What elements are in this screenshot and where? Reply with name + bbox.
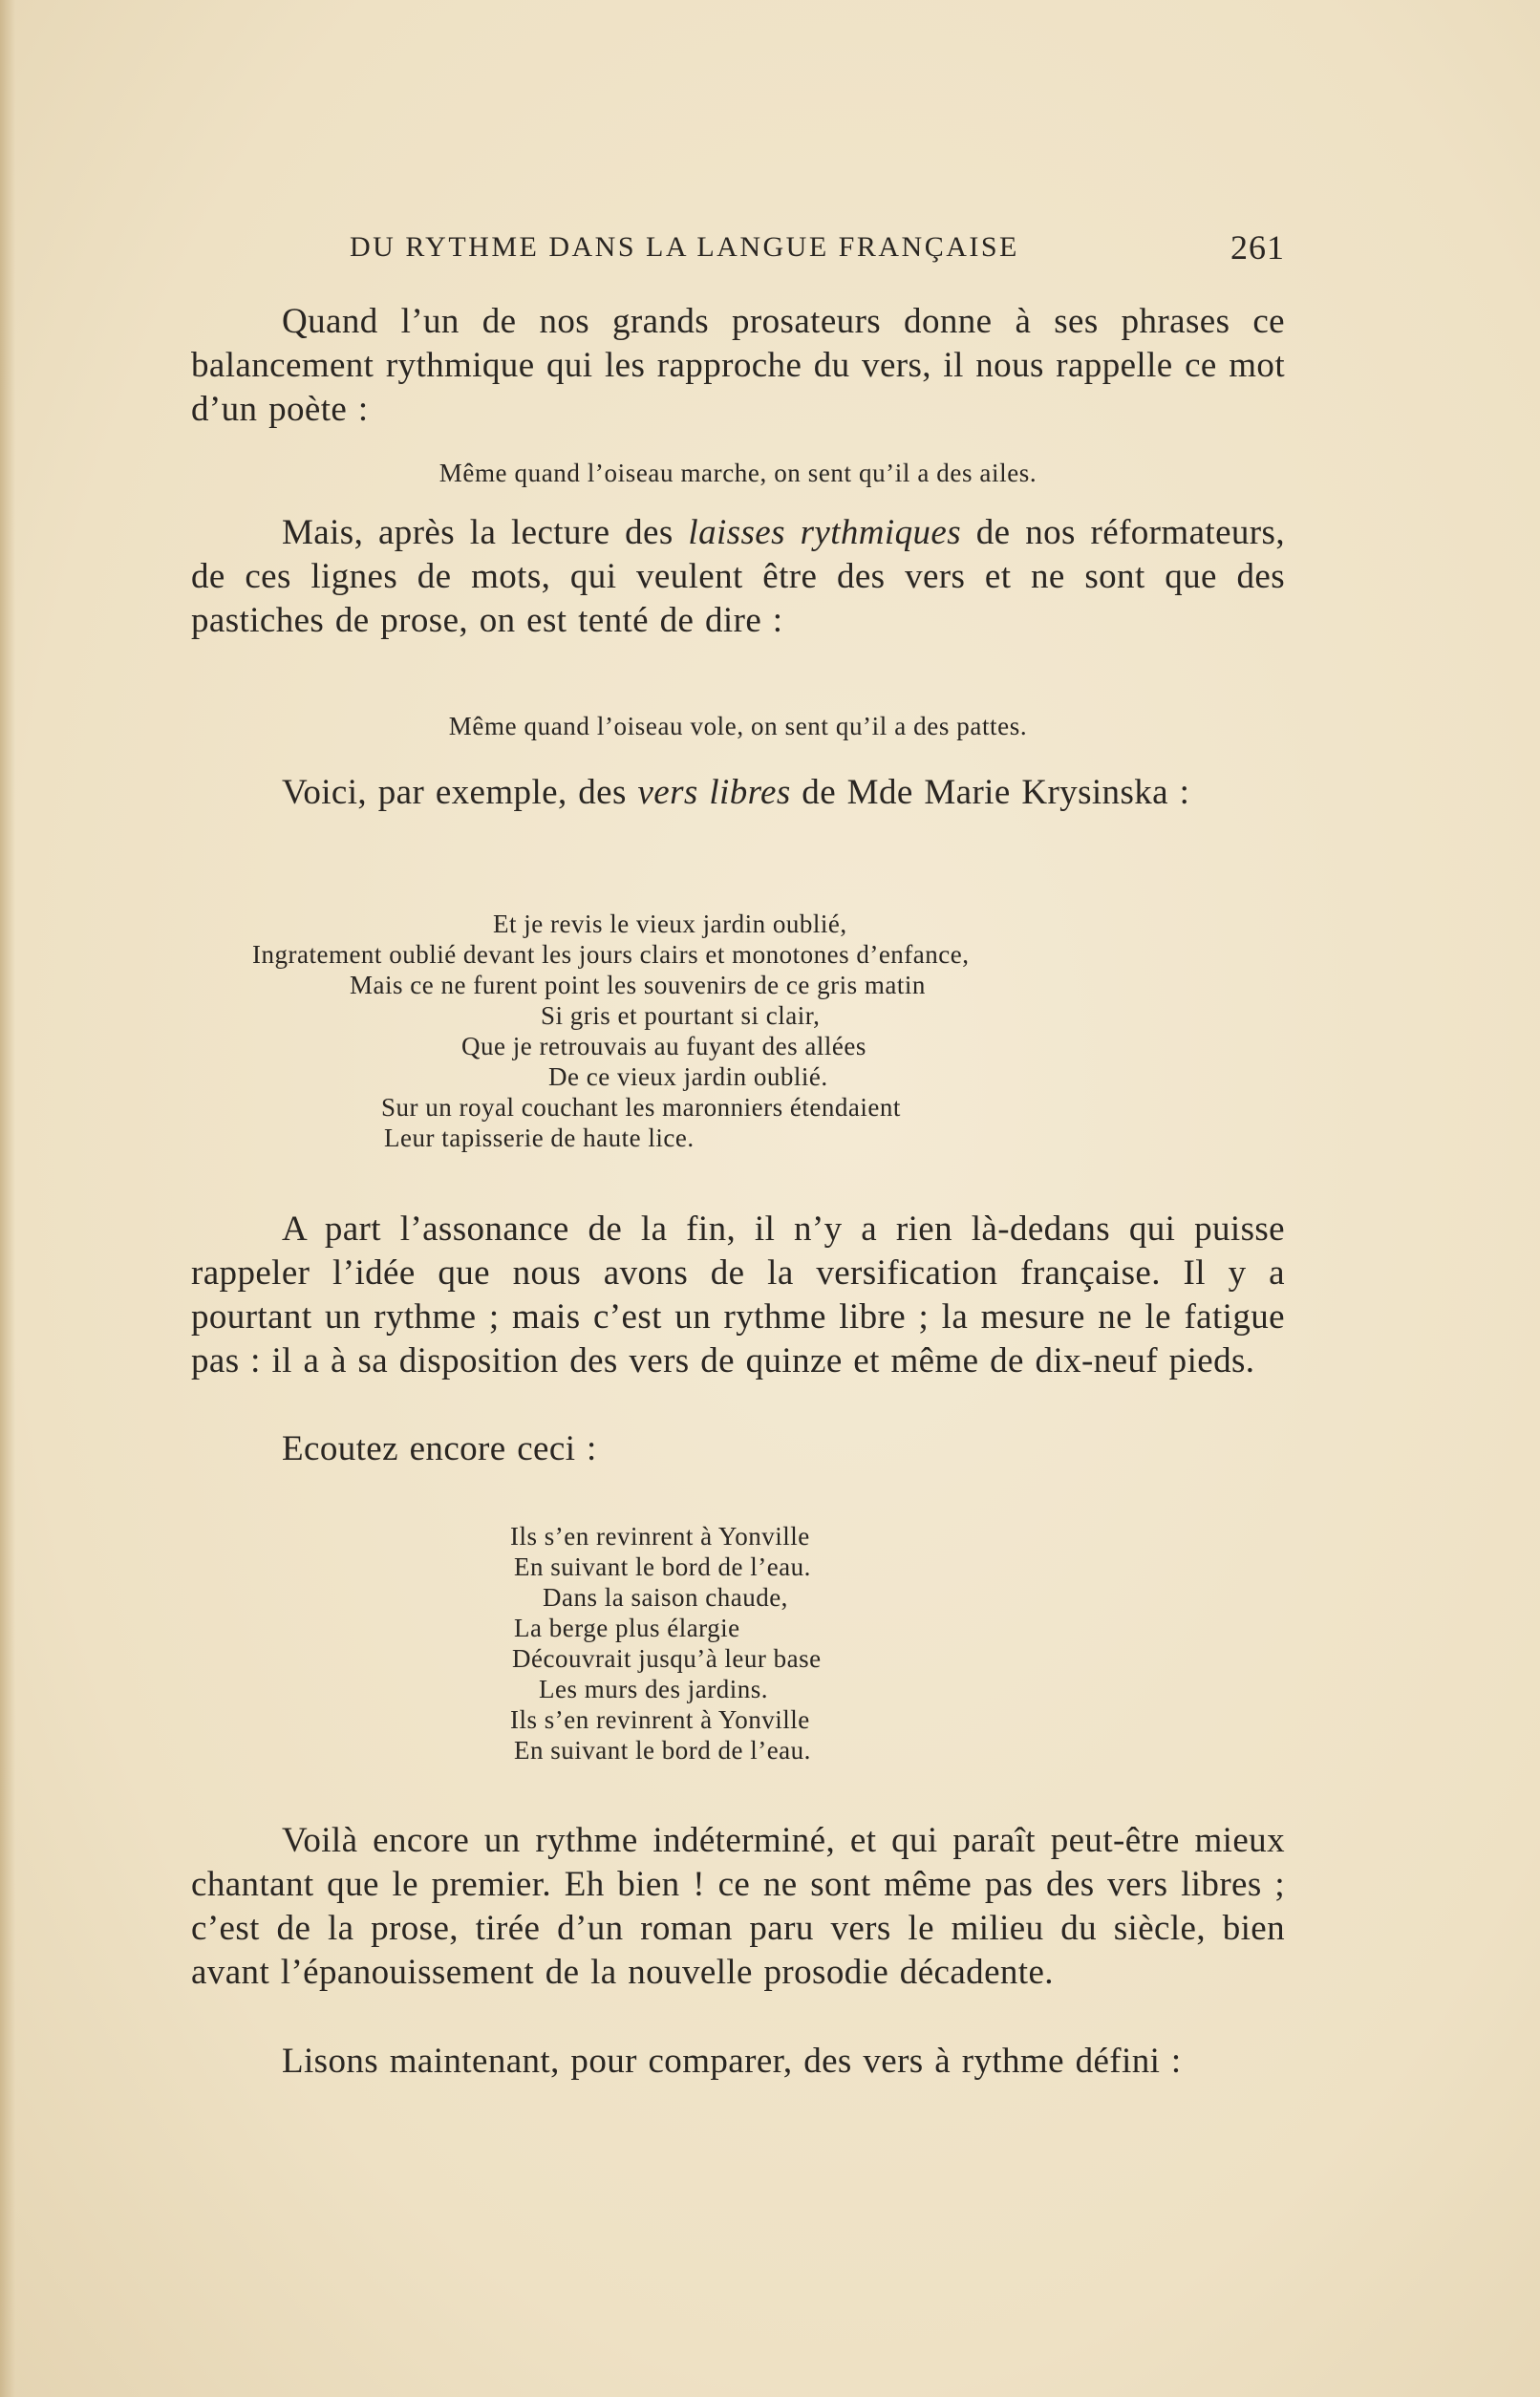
poem-line: Que je retrouvais au fuyant des allées	[461, 1032, 866, 1060]
poem-line: Si gris et pourtant si clair,	[541, 1001, 821, 1030]
quote-bird-walks-text: Même quand l’oiseau marche, on sent qu’il a des ailes.	[438, 459, 1037, 487]
running-head	[191, 220, 1285, 277]
poem-line: Découvrait jusqu’à leur base	[512, 1644, 822, 1673]
quote-bird-walks	[191, 457, 1285, 489]
poem-line: Mais ce ne furent point les souvenirs de ce gris matin	[350, 971, 926, 999]
paragraph-5	[191, 1427, 1285, 1471]
poem-line: Leur tapisserie de haute lice.	[384, 1124, 695, 1152]
poem-line: Les murs des jardins.	[539, 1675, 768, 1703]
paragraph-6-text: Voilà encore un rythme indéterminé, et qui paraît peut-être mieux chantant que le premier. Eh bien ! ce ne sont même pas des vers libres ; c’est de la prose, tirée d’un roman paru vers le milieu du siècle, bien avant l’épanouissement de la nouvelle prosodie décadente.	[191, 1821, 1285, 1992]
paragraph-3-start: Voici, par exemple, des	[282, 773, 638, 812]
paragraph-3-italic: vers libres	[637, 773, 791, 812]
paragraph-4	[191, 1208, 1285, 1383]
paragraph-1	[191, 300, 1285, 432]
paragraph-5-text: Ecoutez encore ceci :	[282, 1429, 597, 1468]
poem-line: Et je revis le vieux jardin oublié,	[493, 910, 847, 938]
poem-line: La berge plus élargie	[514, 1614, 740, 1642]
paragraph-2-text	[191, 511, 1285, 643]
paragraph-2-end: de nos réformateurs, de ces lignes de mots, qui veulent être des vers et ne sont que des pastiches de prose, on est tenté de dire :	[191, 513, 1285, 640]
paragraph-7-text: Lisons maintenant, pour comparer, des vers à rythme défini :	[282, 2042, 1182, 2081]
poem-line: En suivant le bord de l’eau.	[514, 1736, 811, 1765]
poem-line: Ils s’en revinrent à Yonville	[510, 1522, 810, 1551]
paragraph-2-italic: laisses rythmiques	[688, 513, 962, 552]
paragraph-6	[191, 1819, 1285, 1995]
paragraph-3	[191, 771, 1285, 815]
poem-line: De ce vieux jardin oublié.	[548, 1062, 828, 1091]
poem-line: Dans la saison chaude,	[543, 1583, 788, 1612]
paragraph-3-text	[191, 771, 1285, 815]
poem-prose-excerpt	[506, 1521, 984, 1766]
running-head-title: DU RYTHME DANS LA LANGUE FRANÇAISE	[350, 231, 1019, 263]
paragraph-2	[191, 511, 1285, 643]
quote-bird-flies-text: Même quand l’oiseau vole, on sent qu’il a des pattes.	[448, 712, 1028, 740]
quote-bird-flies	[191, 710, 1285, 742]
poem-line: En suivant le bord de l’eau.	[514, 1552, 811, 1581]
paragraph-7	[191, 2040, 1285, 2084]
paragraph-2-start: Mais, après la lecture des	[282, 513, 689, 552]
page-number: 261	[1230, 228, 1285, 267]
poem-krysinska	[252, 909, 1236, 1153]
paragraph-3-end: de Mde Marie Krysinska :	[790, 773, 1190, 812]
paragraph-1-text: Quand l’un de nos grands prosateurs donne à ses phrases ce balancement rythmique qui les rapproche du vers, il nous rappelle ce mot d’un poète :	[191, 302, 1285, 429]
poem-line: Ils s’en revinrent à Yonville	[510, 1705, 810, 1734]
page-edge-shadow	[0, 0, 15, 2397]
poem-line: Ingratement oublié devant les jours clairs et monotones d’enfance,	[252, 940, 970, 969]
paragraph-4-text: A part l’assonance de la fin, il n’y a rien là-dedans qui puisse rappeler l’idée que nous avons de la versification française. Il y a pourtant un rythme ; mais c’est un rythme libre ; la mesure ne le fatigue pas : il a à sa disposition des vers de quinze et même de dix-neuf pieds.	[191, 1209, 1285, 1380]
poem-line: Sur un royal couchant les maronniers étendaient	[381, 1093, 901, 1122]
